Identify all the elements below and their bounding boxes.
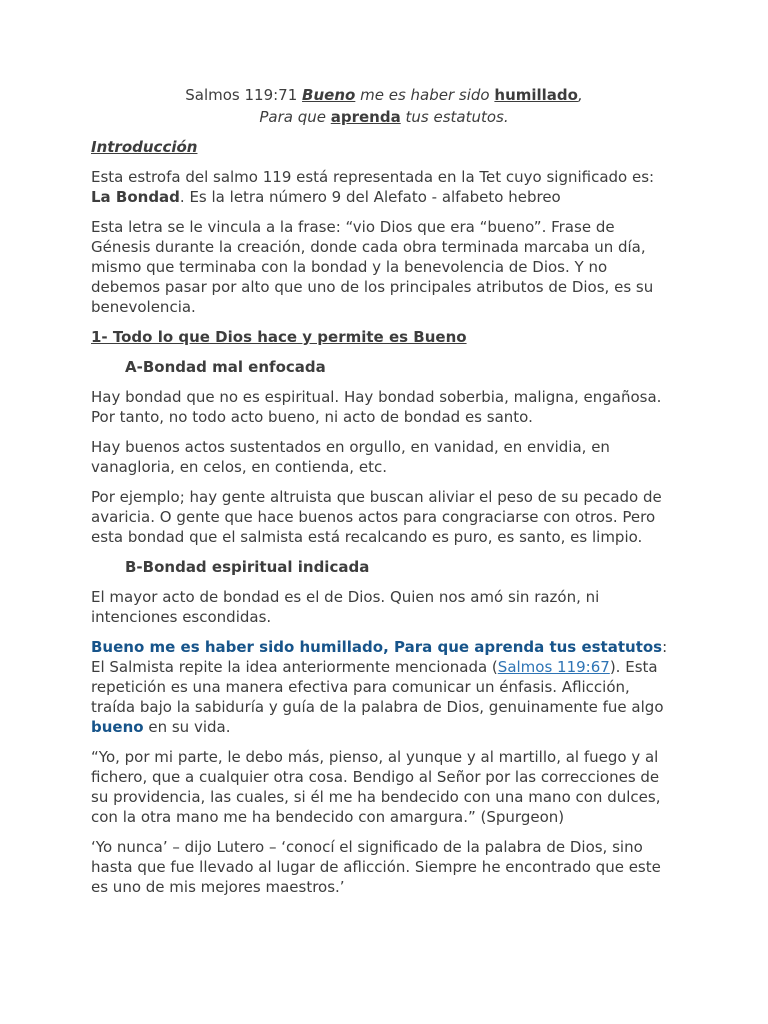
- paragraph-a-1: [91, 387, 677, 427]
- text-run: . Es la letra número 9 del Alefato - alfabeto hebreo: [179, 188, 561, 206]
- text-run: ‘Yo nunca’ – dijo Lutero – ‘conocí el significado de la palabra de Dios, sino hasta que fue llevado al lugar de aflicción. Siempre he encontrado que este es uno de mis mejores maestros.’: [91, 838, 661, 896]
- text-run: Esta estrofa del salmo 119 está representada en la Tet cuyo significado es:: [91, 168, 655, 186]
- text-run: en su vida.: [143, 718, 231, 736]
- text-run: “Yo, por mi parte, le debo más, pienso, al yunque y al martillo, al fuego y al fichero, que a cualquier otra cosa. Bendigo al Señor por las correcciones de su providencia, las cuales, si él me ha bendecido con una mano con dulces, con la otra mano me ha bendecido con amargura.” (Spurgeon): [91, 748, 661, 826]
- document-content: [91, 84, 677, 897]
- paragraph-a-2: [91, 437, 677, 477]
- verse-title-line-2: [91, 106, 677, 128]
- text-run: Esta letra se le vincula a la frase: “vio Dios que era “bueno”. Frase de Génesis durante la creación, donde cada obra terminada marcaba un día, mismo que terminaba con la bondad y la benevolencia de Dios. Y no debemos pasar por alto que uno de los principales atributos de Dios, es su benevolencia.: [91, 218, 654, 316]
- text-run: Introducción: [91, 138, 198, 156]
- text-run: 1- Todo lo que Dios hace y permite es Bueno: [91, 328, 467, 346]
- heading-subsection-a: [91, 357, 677, 377]
- text-run: Hay bondad que no es espiritual. Hay bondad soberbia, maligna, engañosa. Por tanto, no todo acto bueno, ni acto de bondad es santo.: [91, 388, 662, 426]
- text-run: Salmos 119:71: [185, 86, 303, 104]
- text-run: A-Bondad mal enfocada: [125, 358, 326, 376]
- paragraph-intro-2: [91, 217, 677, 317]
- text-run: La Bondad: [91, 188, 180, 206]
- heading-section-1: [91, 327, 677, 347]
- text-run: ). Esta repetición es una manera efectiva para comunicar un énfasis. Aflicción, traída bajo la sabiduría y guía de la palabra de Dios, genuinamente fue algo: [91, 658, 664, 716]
- text-run: aprenda: [330, 108, 401, 126]
- paragraph-lutero-quote: [91, 837, 677, 897]
- paragraph-intro-1: [91, 167, 677, 207]
- text-run: Bueno me es haber sido humillado, Para que aprenda tus estatutos: [91, 638, 663, 656]
- text-run: Para que: [259, 108, 331, 126]
- text-run: B-Bondad espiritual indicada: [125, 558, 370, 576]
- text-run: El mayor acto de bondad es el de Dios. Quien nos amó sin razón, ni intenciones escondidas.: [91, 588, 600, 626]
- text-run: me es haber sido: [360, 86, 490, 104]
- heading-subsection-b: [91, 557, 677, 577]
- text-run: humillado: [494, 86, 578, 104]
- paragraph-spurgeon-quote: [91, 747, 677, 827]
- verse-title-line-1: [91, 84, 677, 106]
- paragraph-commentary: [91, 637, 677, 737]
- text-run: Bueno: [302, 86, 356, 104]
- text-run: bueno: [91, 718, 144, 736]
- text-run: tus estatutos.: [405, 108, 509, 126]
- text-run: ,: [577, 86, 583, 104]
- text-run: Hay buenos actos sustentados en orgullo, en vanidad, en envidia, en vanagloria, en celos, en contienda, etc.: [91, 438, 610, 476]
- text-run: : El Salmista repite la idea anteriormente mencionada (: [91, 638, 668, 676]
- paragraph-a-3: [91, 487, 677, 547]
- heading-introduccion: [91, 137, 677, 157]
- text-run: Por ejemplo; hay gente altruista que buscan aliviar el peso de su pecado de avaricia. O gente que hace buenos actos para congraciarse con otros. Pero esta bondad que el salmista está recalcando es puro, es santo, es limpio.: [91, 488, 662, 546]
- paragraph-b-1: [91, 587, 677, 627]
- scripture-link[interactable]: Salmos 119:67: [497, 658, 610, 676]
